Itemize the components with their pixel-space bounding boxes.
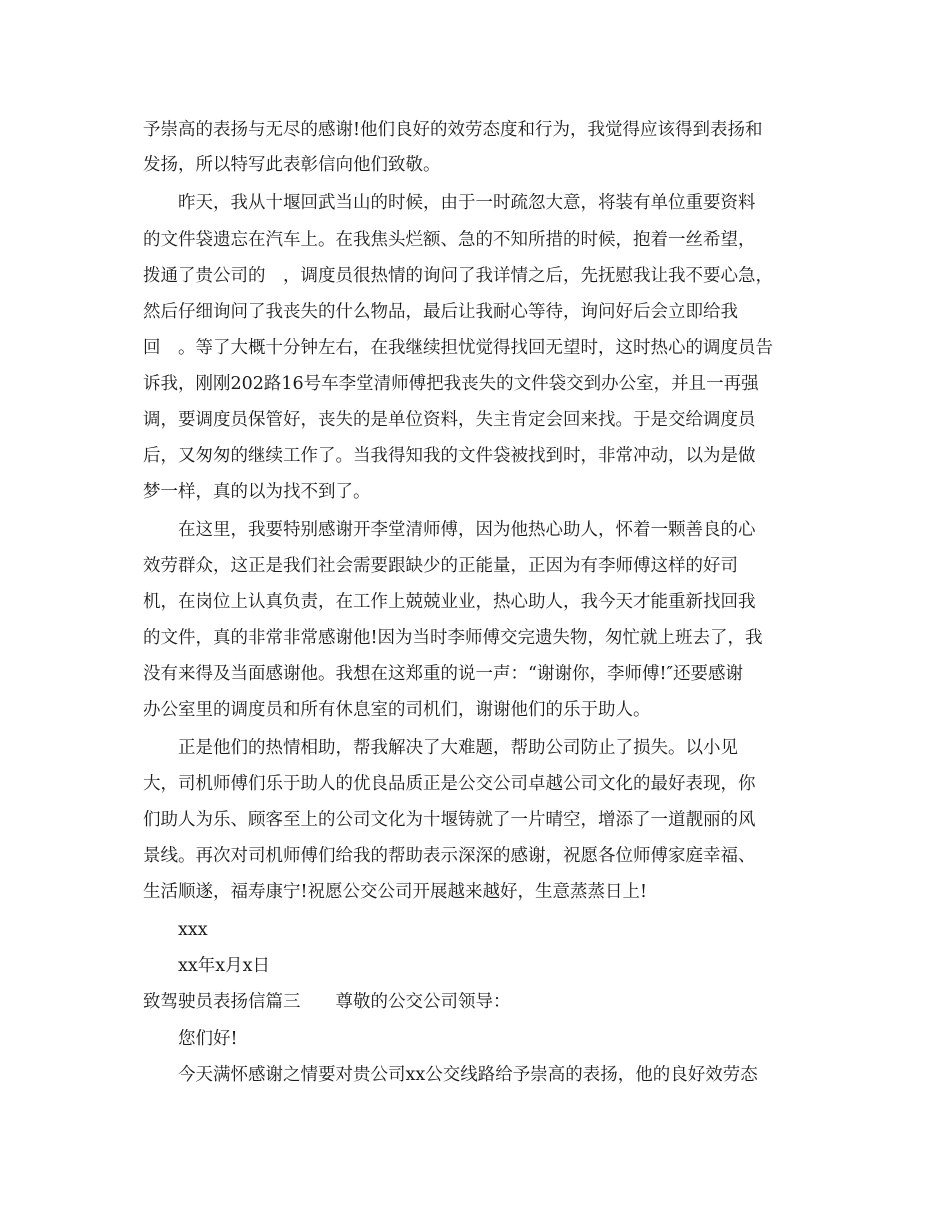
signature-date: xx年x月x日 xyxy=(178,956,270,976)
text-line: 昨天，我从十堰回武当山的时候，由于一时疏忽大意，将装有单位重要资料 xyxy=(178,193,756,213)
text-line: 没有来得及当面感谢他。我想在这郑重的说一声：“谢谢你，李师傅!″还要感谢 xyxy=(143,664,744,684)
text-line: 梦一样，真的以为找不到了。 xyxy=(143,482,371,502)
section-heading: 致驾驶员表扬信篇三 尊敬的公交公司领导： xyxy=(143,992,511,1012)
text-line: 予崇高的表扬与无尽的感谢!他们良好的效劳态度和行为，我觉得应该得到表扬和 xyxy=(143,120,763,140)
text-line: 的文件，真的非常非常感谢他!因为当时李师傅交完遗失物，匆忙就上班去了，我 xyxy=(143,628,763,648)
text-line: 正是他们的热情相助，帮我解决了大难题，帮助公司防止了损失。以小见 xyxy=(178,738,738,758)
text-line: 在这里，我要特别感谢开李堂清师傅，因为他热心助人，怀着一颗善良的心 xyxy=(178,520,756,540)
text-line: 今天满怀感谢之情要对贵公司xx公交线路给予崇高的表扬，他的良好效劳态 xyxy=(178,1065,758,1085)
text-line: 诉我，刚刚202路16号车李堂清师傅把我丧失的文件袋交到办公室，并且一再强 xyxy=(143,374,759,394)
text-line: 的文件袋遗忘在汽车上。在我焦头烂额、急的不知所措的时候，抱着一丝希望， xyxy=(143,230,756,250)
text-line: 回 。等了大概十分钟左右，在我继续担忧觉得找回无望时，这时热心的调度员告 xyxy=(143,338,773,358)
text-line: 拨通了贵公司的 ，调度员很热情的询问了我详情之后，先抚慰我让我不要心急， xyxy=(143,266,773,286)
text-line: 办公室里的调度员和所有休息室的司机们，谢谢他们的乐于助人。 xyxy=(143,700,651,720)
text-line: 调，要调度员保管好，丧失的是单位资料，失主肯定会回来找。于是交给调度员 xyxy=(143,410,756,430)
text-line: 然后仔细询问了我丧失的什么物品，最后让我耐心等待，询问好后会立即给我 xyxy=(143,302,738,322)
text-line: 们助人为乐、顾客至上的公司文化为十堰铸就了一片晴空，增添了一道靓丽的风 xyxy=(143,810,756,830)
text-line: 景线。再次对司机师傅们给我的帮助表示深深的感谢，祝愿各位师傅家庭幸福、 xyxy=(143,846,756,866)
text-line: 后，又匆匆的继续工作了。当我得知我的文件袋被找到时，非常冲动，以为是做 xyxy=(143,446,756,466)
text-line: 效劳群众，这正是我们社会需要跟缺少的正能量，正因为有李师傅这样的好司 xyxy=(143,556,738,576)
greeting: 您们好! xyxy=(178,1029,238,1049)
text-line: 大，司机师傅们乐于助人的优良品质正是公交公司卓越公司文化的最好表现，你 xyxy=(143,774,756,794)
signature-name: xxx xyxy=(178,920,208,940)
text-line: 发扬，所以特写此表彰信向他们致敬。 xyxy=(143,155,441,175)
text-line: 机，在岗位上认真负责，在工作上兢兢业业，热心助人，我今天才能重新找回我 xyxy=(143,592,756,612)
text-line: 生活顺遂，福寿康宁!祝愿公交公司开展越来越好，生意蒸蒸日上! xyxy=(143,882,648,902)
